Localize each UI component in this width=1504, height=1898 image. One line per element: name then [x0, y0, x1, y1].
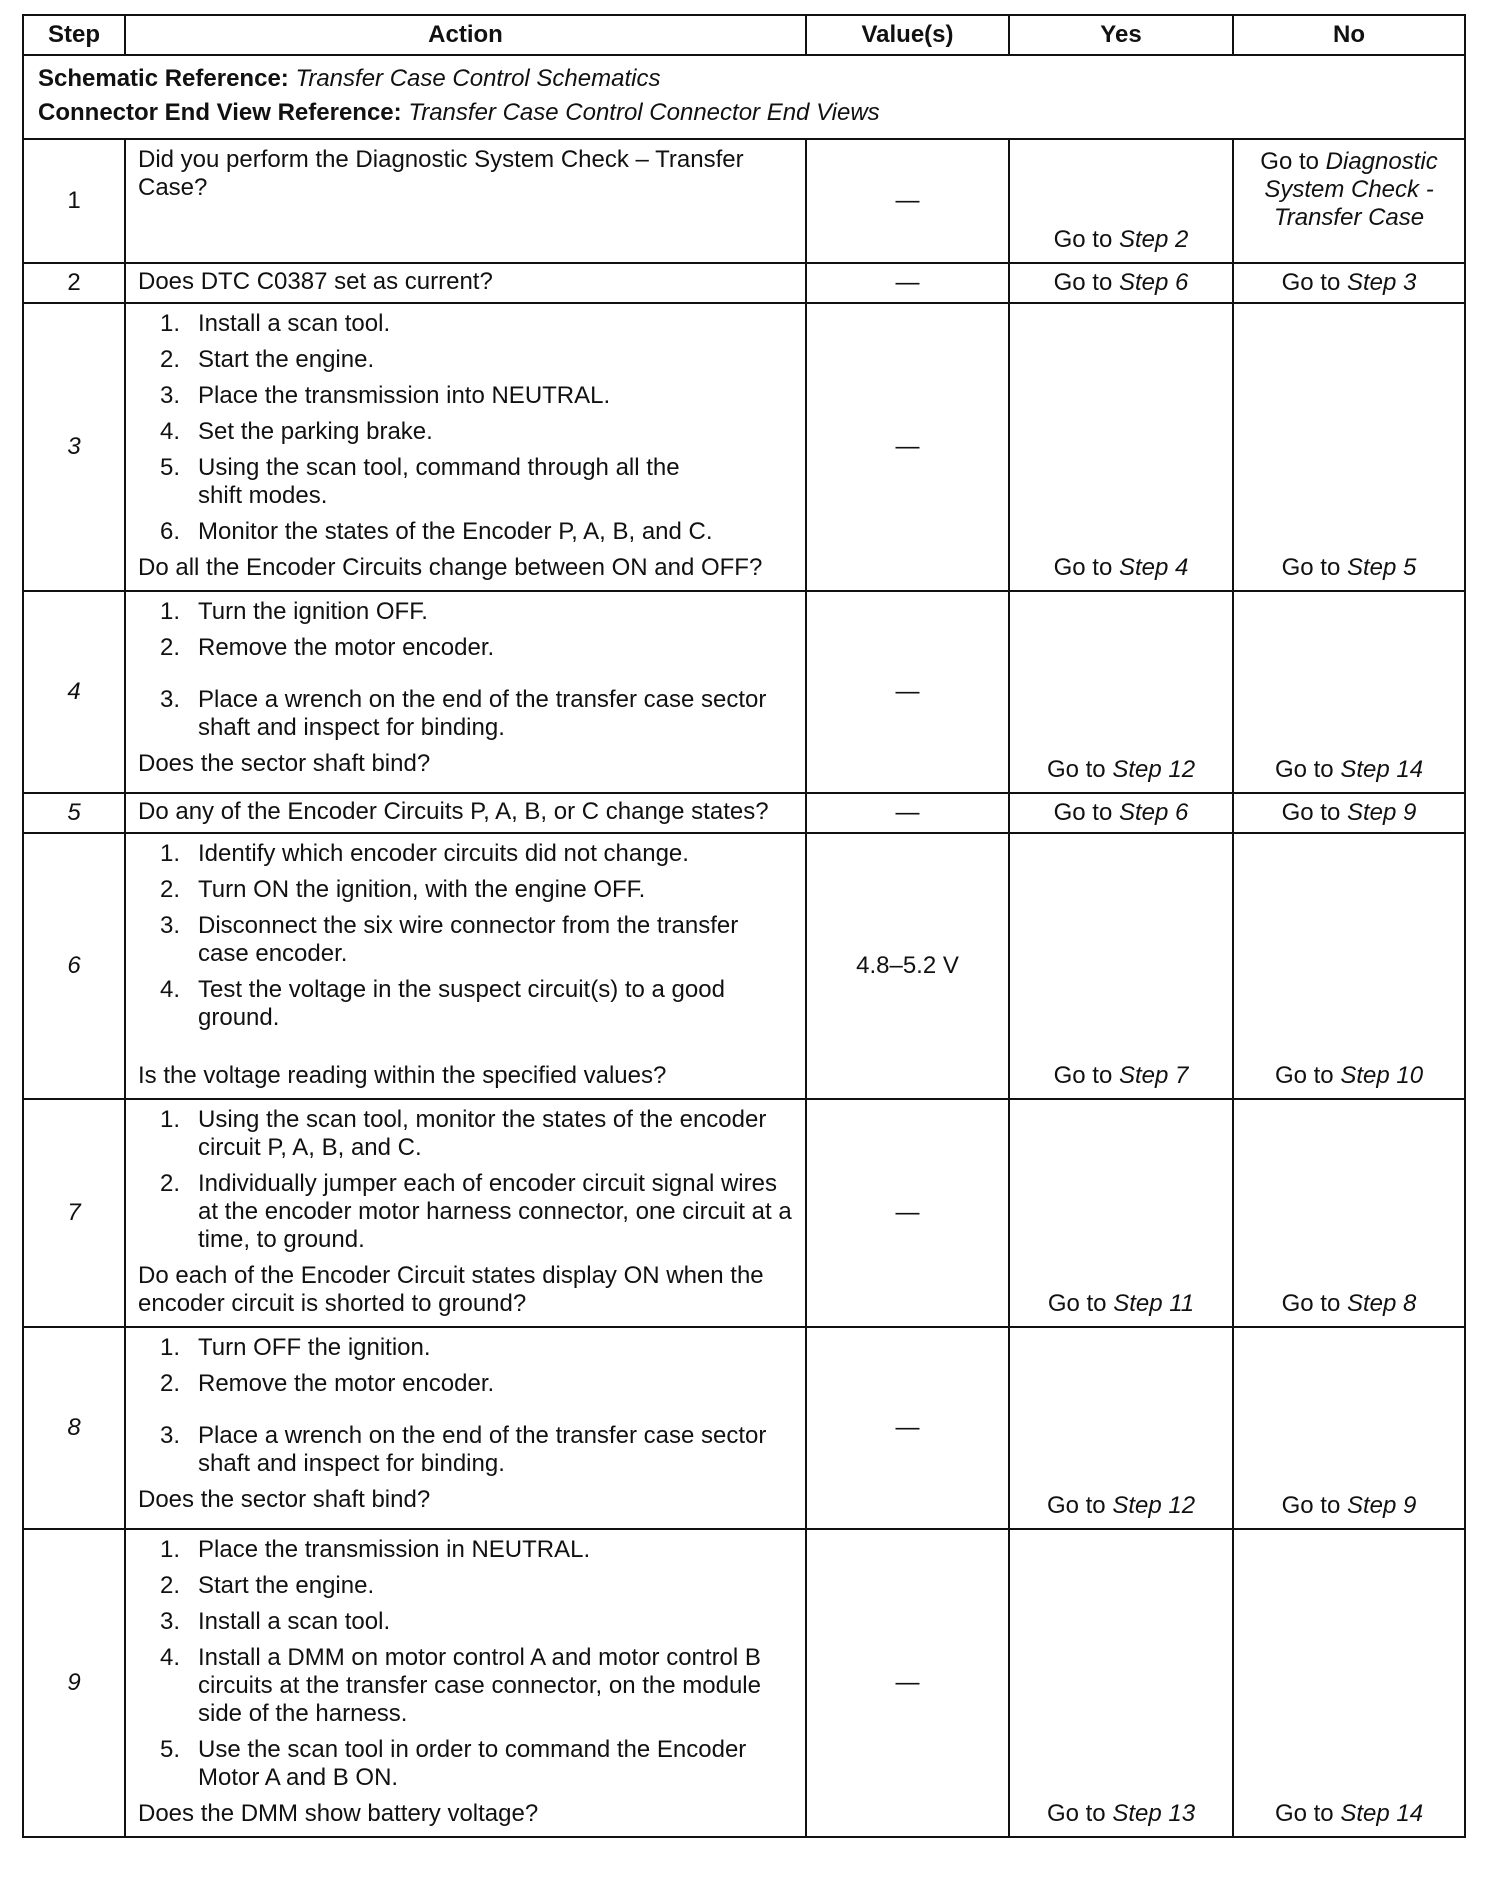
step-number: 4 [23, 591, 125, 793]
action-cell [125, 1327, 806, 1529]
go-to-prefix: Go to [1274, 1062, 1334, 1089]
list-item: 3. Place a wrench on the end of the transfer case sector shaft and inspect for binding. [160, 1422, 767, 1477]
action-steps [138, 1106, 795, 1254]
yes-cell [1009, 1327, 1233, 1529]
no-cell [1233, 1529, 1465, 1837]
step-number: 9 [23, 1529, 125, 1837]
go-to-prefix: Go to [1047, 1290, 1107, 1317]
table-row [23, 793, 1465, 833]
list-item: 2. Turn ON the ignition, with the engine OFF. [160, 876, 646, 903]
value-cell: — [806, 263, 1009, 303]
no-link[interactable]: Diagnostic System Check - Transfer Case [1264, 148, 1438, 231]
list-item: 3. Place a wrench on the end of the transfer case sector shaft and inspect for binding. [160, 686, 767, 741]
no-link[interactable]: Step 5 [1346, 554, 1417, 581]
yes-cell [1009, 263, 1233, 303]
value-cell: — [806, 1327, 1009, 1529]
go-to-prefix: Go to [1281, 269, 1341, 296]
action-steps [138, 310, 795, 546]
reference-cell [23, 55, 1465, 139]
table-row [23, 139, 1465, 263]
yes-cell [1009, 1529, 1233, 1837]
list-item: 3. Disconnect the six wire connector from the transfer case encoder. [160, 912, 739, 967]
action-question: Does the sector shaft bind? [138, 1486, 431, 1513]
no-link[interactable]: Step 9 [1346, 1492, 1417, 1519]
yes-link[interactable]: Step 4 [1118, 554, 1189, 581]
no-cell [1233, 303, 1465, 591]
go-to-prefix: Go to [1046, 756, 1106, 783]
list-item: 1. Turn OFF the ignition. [160, 1334, 431, 1361]
schematic-reference-label: Schematic Reference: [38, 65, 289, 92]
value-cell: — [806, 139, 1009, 263]
step-number: 6 [23, 833, 125, 1099]
value-cell: — [806, 793, 1009, 833]
go-to-prefix: Go to [1281, 554, 1341, 581]
list-item: 1. Identify which encoder circuits did not change. [160, 840, 689, 867]
yes-link[interactable]: Step 2 [1118, 226, 1189, 253]
go-to-prefix: Go to [1274, 756, 1334, 783]
reference-row [23, 55, 1465, 139]
schematic-reference [38, 62, 1450, 96]
action-steps [138, 598, 795, 742]
list-item: 3. Install a scan tool. [160, 1608, 391, 1635]
no-cell [1233, 833, 1465, 1099]
yes-link[interactable]: Step 13 [1112, 1800, 1196, 1827]
table-row [23, 303, 1465, 591]
action-question: Does the DMM show battery voltage? [138, 1800, 539, 1827]
list-item: 5. Using the scan tool, command through all the shift modes. [160, 454, 680, 509]
no-link[interactable]: Step 8 [1346, 1290, 1417, 1317]
go-to-prefix: Go to [1053, 554, 1113, 581]
yes-link[interactable]: Step 6 [1118, 799, 1189, 826]
go-to-prefix: Go to [1053, 1062, 1113, 1089]
no-cell [1233, 139, 1465, 263]
list-item: 2. Remove the motor encoder. [160, 634, 495, 661]
diagnostic-table-sheet [22, 14, 1464, 1838]
value-cell: — [806, 303, 1009, 591]
go-to-prefix: Go to [1053, 226, 1113, 253]
action-question: Do any of the Encoder Circuits P, A, B, or C change states? [138, 798, 769, 825]
go-to-prefix: Go to [1281, 1290, 1341, 1317]
go-to-prefix: Go to [1053, 799, 1113, 826]
action-cell [125, 793, 806, 833]
go-to-prefix: Go to [1053, 269, 1113, 296]
action-cell [125, 833, 806, 1099]
yes-link[interactable]: Step 11 [1113, 1290, 1195, 1317]
table-row [23, 591, 1465, 793]
list-item: 2. Remove the motor encoder. [160, 1370, 495, 1397]
go-to-prefix: Go to [1281, 1492, 1341, 1519]
action-question: Did you perform the Diagnostic System Check – Transfer Case? [138, 146, 744, 201]
action-steps [138, 840, 795, 1032]
action-question: Does DTC C0387 set as current? [138, 268, 493, 295]
diagnostic-table [22, 14, 1466, 1838]
yes-cell [1009, 303, 1233, 591]
connector-reference [38, 96, 1450, 130]
yes-link[interactable]: Step 12 [1112, 1492, 1196, 1519]
yes-cell [1009, 793, 1233, 833]
step-number: 2 [23, 263, 125, 303]
list-item: 1. Place the transmission in NEUTRAL. [160, 1536, 591, 1563]
yes-link[interactable]: Step 7 [1118, 1062, 1189, 1089]
list-item: 4. Set the parking brake. [160, 418, 433, 445]
list-item: 2. Individually jumper each of encoder circuit signal wires at the encoder motor harness connector, one circuit at a time, to ground. [160, 1170, 792, 1253]
yes-cell [1009, 1099, 1233, 1327]
action-steps [138, 1334, 795, 1478]
no-link[interactable]: Step 10 [1340, 1062, 1424, 1089]
no-link[interactable]: Step 9 [1346, 799, 1417, 826]
no-link[interactable]: Step 14 [1340, 756, 1424, 783]
go-to-prefix: Go to [1046, 1800, 1106, 1827]
action-question: Do all the Encoder Circuits change between ON and OFF? [138, 554, 763, 581]
action-question: Does the sector shaft bind? [138, 750, 431, 777]
table-row [23, 833, 1465, 1099]
list-item: 4. Test the voltage in the suspect circuit(s) to a good ground. [160, 976, 725, 1031]
go-to-prefix: Go to [1046, 1492, 1106, 1519]
action-cell [125, 303, 806, 591]
list-item: 2. Start the engine. [160, 1572, 375, 1599]
step-number: 7 [23, 1099, 125, 1327]
connector-reference-label: Connector End View Reference: [38, 99, 402, 126]
yes-cell [1009, 833, 1233, 1099]
action-cell [125, 1529, 806, 1837]
schematic-reference-link[interactable]: Transfer Case Control Schematics [295, 65, 661, 92]
no-link[interactable]: Step 14 [1340, 1800, 1424, 1827]
go-to-prefix: Go to [1274, 1800, 1334, 1827]
header-yes: Yes [1009, 15, 1233, 55]
action-cell [125, 263, 806, 303]
list-item: 5. Use the scan tool in order to command the Encoder Motor A and B ON. [160, 1736, 747, 1791]
value-cell: — [806, 1529, 1009, 1837]
list-item: 1. Turn the ignition OFF. [160, 598, 428, 625]
step-number: 3 [23, 303, 125, 591]
list-item: 1. Using the scan tool, monitor the states of the encoder circuit P, A, B, and C. [160, 1106, 767, 1161]
table-row [23, 1099, 1465, 1327]
value-cell: — [806, 591, 1009, 793]
connector-reference-link[interactable]: Transfer Case Control Connector End Views [408, 99, 880, 126]
go-to-prefix: Go to [1281, 799, 1341, 826]
header-step: Step [23, 15, 125, 55]
yes-cell [1009, 139, 1233, 263]
action-cell [125, 591, 806, 793]
action-steps [138, 1536, 795, 1792]
action-cell [125, 139, 806, 263]
no-cell [1233, 591, 1465, 793]
table-row [23, 1529, 1465, 1837]
yes-cell [1009, 591, 1233, 793]
yes-link[interactable]: Step 12 [1112, 756, 1196, 783]
step-number: 1 [23, 139, 125, 263]
list-item: 3. Place the transmission into NEUTRAL. [160, 382, 611, 409]
list-item: 1. Install a scan tool. [160, 310, 391, 337]
no-cell [1233, 1327, 1465, 1529]
action-question: Do each of the Encoder Circuit states display ON when the encoder circuit is shorted to ground? [138, 1262, 764, 1317]
list-item: 4. Install a DMM on motor control A and motor control B circuits at the transfer case connector, on the module side of the harness. [160, 1644, 761, 1727]
value-cell: 4.8–5.2 V [806, 833, 1009, 1099]
action-question: Is the voltage reading within the specified values? [138, 1062, 667, 1089]
no-cell [1233, 1099, 1465, 1327]
header-action: Action [125, 15, 806, 55]
action-cell [125, 1099, 806, 1327]
table-row [23, 263, 1465, 303]
value-cell: — [806, 1099, 1009, 1327]
header-no: No [1233, 15, 1465, 55]
list-item: 6. Monitor the states of the Encoder P, A, B, and C. [160, 518, 713, 545]
header-values: Value(s) [806, 15, 1009, 55]
spacer [138, 1040, 795, 1062]
step-number: 5 [23, 793, 125, 833]
no-cell [1233, 263, 1465, 303]
yes-link[interactable]: Step 6 [1118, 269, 1189, 296]
list-item: 2. Start the engine. [160, 346, 375, 373]
step-number: 8 [23, 1327, 125, 1529]
table-row [23, 1327, 1465, 1529]
go-to-prefix: Go to [1260, 148, 1319, 175]
no-cell [1233, 793, 1465, 833]
header-row [23, 15, 1465, 55]
no-link[interactable]: Step 3 [1346, 269, 1417, 296]
